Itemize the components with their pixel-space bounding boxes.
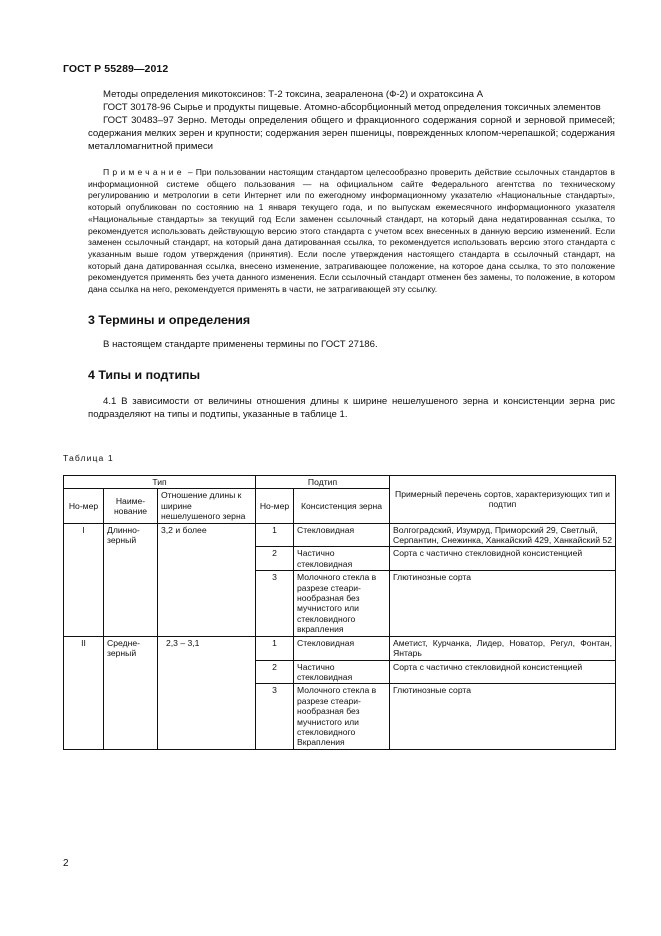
varieties-cell: Аметист, Курчанка, Лидер, Новатор, Регул, Фонтан, Янтарь [390, 636, 616, 660]
type-name-cell: Длинно-зерный [104, 523, 158, 636]
ratio-cell: 2,3 – 3,1 [158, 636, 256, 749]
note-text: – При пользовании настоящим стандартом целесообразно проверить действие ссылочных стандартов в информационной системе общего пользования — на официальном сайте Федерального агентства по техническому регулированию и метрологии в сети Интернет или по ежегодному информационному указателю «Национальные стандарты», который опубликован по состоянию на 1 января текущего года, и по выпускам ежемесячного информационного указателя «Национальные стандарты» за текущий год Если заменен ссылочный стандарт, на который дана недатированная ссылка, то рекомендуется использовать действующую версию этого стандарта с учетом всех внесенных в данную версию изменений. Если заменен ссылочный стандарт, на который дана датированная ссылка, то рекомендуется использовать версию этого стандарта с указанным выше годом утверждения (принятия). Если после утверждения настоящего стандарта в ссылочный стандарт, на который дана датированная ссылка, внесено изменение, затрагивающее положение, на которое дана ссылка, то это положение рекомендуется применять без учета данного изменения. Если ссылочный стандарт отменен без замены, то положение, в котором дана ссылка на него, рекомендуется применять в части, не затрагивающей эту ссылку. [88, 167, 615, 295]
header-varieties: Примерный перечень сортов, характеризующих тип и подтип [390, 476, 616, 524]
consistency-cell: Частично стекловидная [294, 547, 390, 571]
consistency-cell: Стекловидная [294, 523, 390, 547]
table-caption: Таблица 1 [63, 453, 114, 463]
subtype-number-cell: 3 [256, 571, 294, 636]
normative-references [88, 88, 615, 153]
header-ratio: Отношение длины к ширине нешелушеного зерна [158, 489, 256, 523]
type-number-cell: I [64, 523, 104, 636]
type-number-cell: II [64, 636, 104, 749]
subtype-number-cell: 3 [256, 684, 294, 749]
type-name-cell: Средне-зерный [104, 636, 158, 749]
reference-item: ГОСТ 30483–97 Зерно. Методы определения общего и фракционного содержания сорной и зерновой примесей; содержания мелких зерен и крупности; содержания зерен пшеницы, поврежденных клопом-черепашкой; содержания металломагнитной примеси [88, 115, 615, 152]
consistency-cell: Молочного стекла в разрезе стеари-нообразная без мучнистого или стекловидного вкрапления [294, 571, 390, 636]
section-4-title: 4 Типы и подтипы [88, 367, 201, 382]
table-row [64, 636, 616, 660]
varieties-cell: Волгоградский, Изумруд, Приморский 29, Светлый, Серпантин, Снежинка, Ханкайский 429, Ханкайский 52 [390, 523, 616, 547]
subtype-number-cell: 2 [256, 547, 294, 571]
subtype-number-cell: 1 [256, 523, 294, 547]
reference-item: ГОСТ 30178-96 Сырье и продукты пищевые. Атомно-абсорбционный метод определения токсичных элементов [103, 102, 601, 113]
subtype-number-cell: 1 [256, 636, 294, 660]
grain-types-table [63, 475, 616, 750]
page-header: ГОСТ Р 55289—2012 [63, 63, 169, 75]
varieties-cell: Сорта с частично стекловидной консистенцией [390, 547, 616, 571]
header-type-group: Тип [64, 476, 256, 489]
ratio-cell: 3,2 и более [158, 523, 256, 636]
subtype-number-cell: 2 [256, 660, 294, 684]
consistency-cell: Частично стекловидная [294, 660, 390, 684]
section-3-text: В настоящем стандарте применены термины по ГОСТ 27186. [103, 338, 378, 350]
table-row [64, 523, 616, 547]
reference-item: Методы определения микотоксинов: Т-2 токсина, зеараленона (Ф-2) и охратоксина А [103, 89, 484, 100]
header-consistency: Консистенция зерна [294, 489, 390, 523]
varieties-cell: Глютинозные сорта [390, 684, 616, 749]
header-type-name: Наиме-нование [104, 489, 158, 523]
consistency-cell: Стекловидная [294, 636, 390, 660]
section-3-title: 3 Термины и определения [88, 312, 251, 327]
header-type-number: Но-мер [64, 489, 104, 523]
note-label: Примечание [103, 167, 185, 177]
header-subtype-number: Но-мер [256, 489, 294, 523]
section-4-text: 4.1 В зависимости от величины отношения длины к ширине нешелушеного зерна и консистенции зерна рис подразделяют на типы и подтипы, указанные в таблице 1. [88, 395, 615, 420]
consistency-cell: Молочного стекла в разрезе стеари-нообразная без мучнистого или стекловидного Вкрапления [294, 684, 390, 749]
header-subtype-group: Подтип [256, 476, 390, 489]
page-number: 2 [63, 858, 69, 869]
varieties-cell: Сорта с частично стекловидной консистенцией [390, 660, 616, 684]
document-body [88, 88, 615, 421]
varieties-cell: Глютинозные сорта [390, 571, 616, 636]
table-header-row [64, 476, 616, 489]
note [88, 167, 615, 296]
